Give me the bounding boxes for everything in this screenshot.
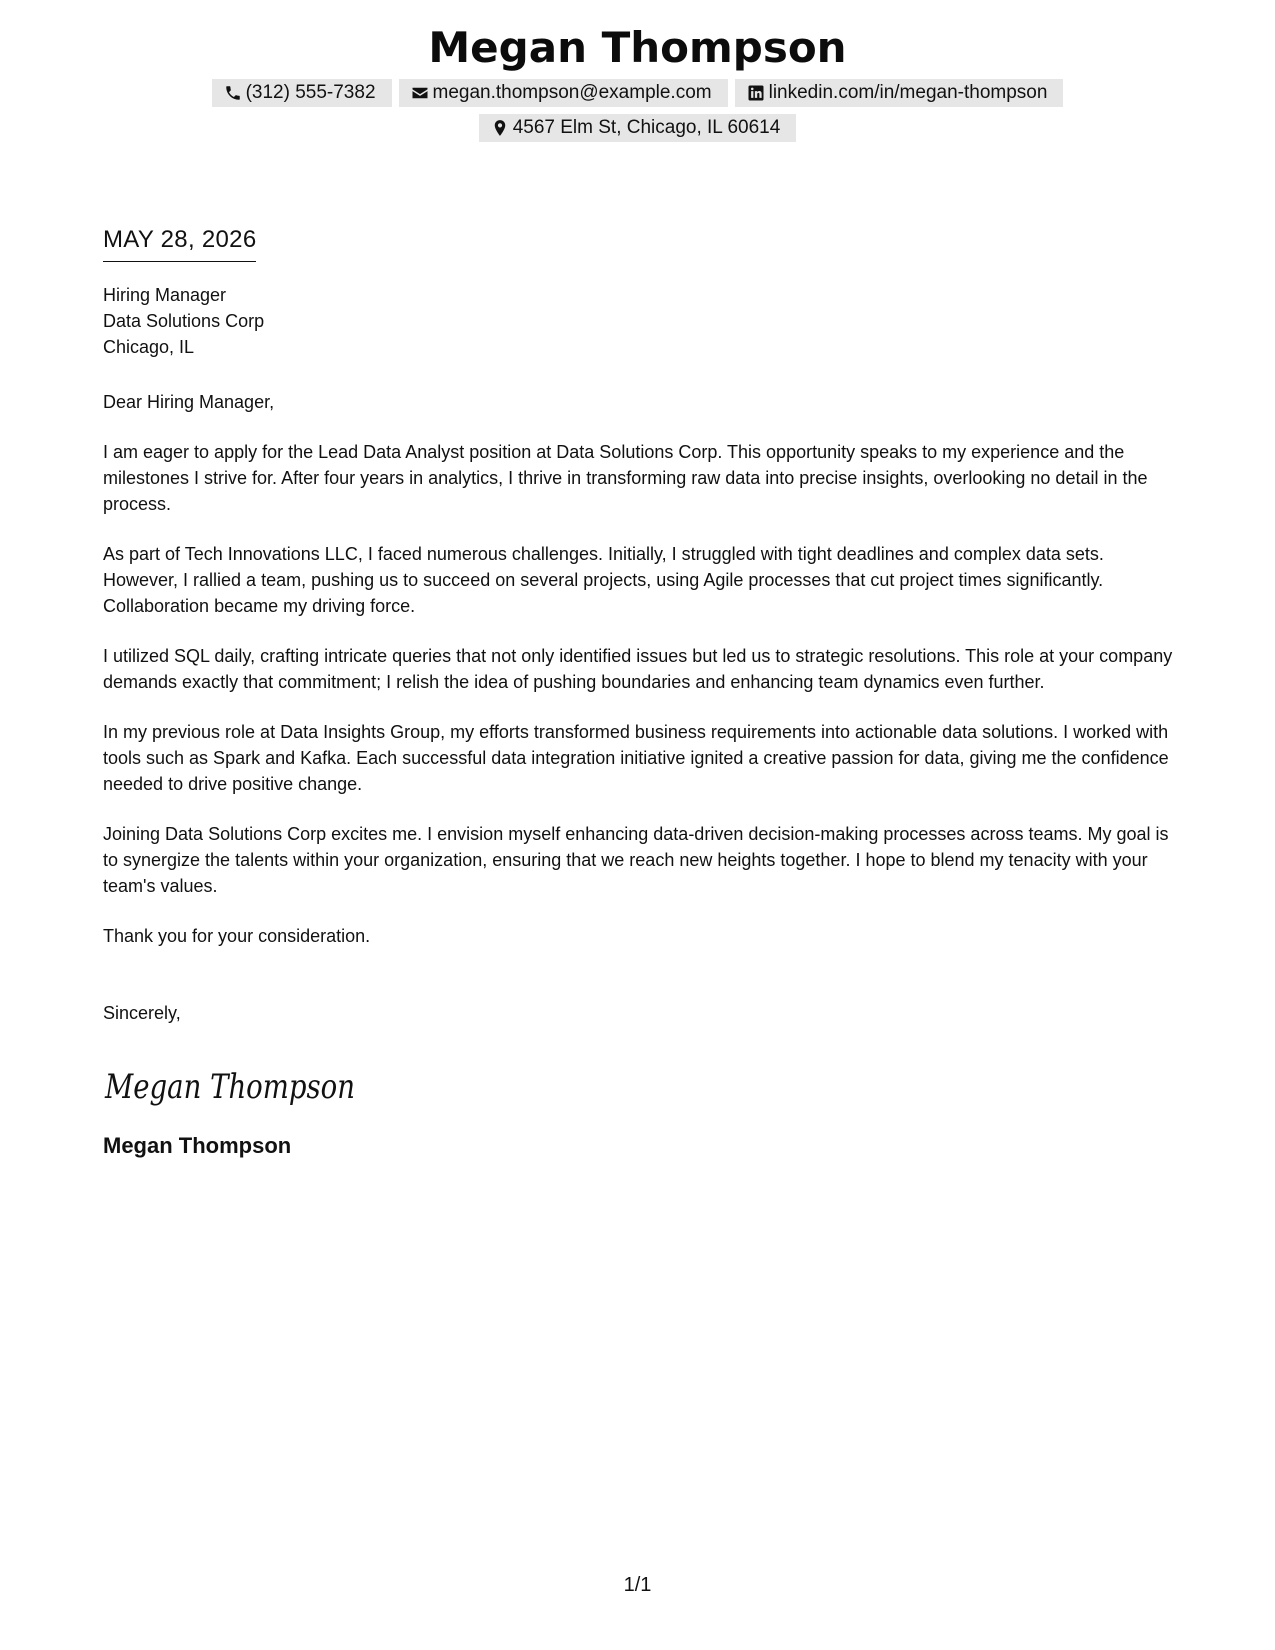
recipient-company: Data Solutions Corp — [103, 311, 265, 331]
phone-text: (312) 555-7382 — [245, 82, 376, 103]
signature-script: Megan Thompson — [104, 1067, 355, 1107]
linkedin-link[interactable]: linkedin.com/in/megan-thompson — [768, 82, 1048, 103]
body-paragraph: I am eager to apply for the Lead Data Analyst position at Data Solutions Corp. This opportunity speaks to my experience and the milestones I strive for. After four years in analytics, I thrive in transforming raw data into precise insights, overlooking no detail in the process. — [103, 442, 1148, 514]
letter-date: MAY 28, 2026 — [103, 225, 256, 262]
body-paragraph: Thank you for your consideration. — [103, 926, 371, 946]
closing: Sincerely, — [103, 1003, 181, 1023]
address-text: 4567 Elm St, Chicago, IL 60614 — [512, 117, 781, 138]
linkedin-chip[interactable] — [735, 79, 1064, 107]
page-number: 1/1 — [623, 1574, 652, 1596]
handwritten-signature — [103, 1060, 373, 1112]
salutation: Dear Hiring Manager, — [103, 392, 275, 412]
body-paragraph: As part of Tech Innovations LLC, I faced numerous challenges. Initially, I struggled with tight deadlines and complex data sets. However, I rallied a team, pushing us to succeed on several projects, using Agile processes that cut project times significantly. Collaboration became my driving force. — [103, 544, 1104, 616]
letter-header — [0, 22, 1275, 142]
address-row — [0, 114, 1275, 142]
signer-name: Megan Thompson — [103, 1133, 292, 1158]
body-paragraph: Joining Data Solutions Corp excites me. I envision myself enhancing data-driven decision-making processes across teams. My goal is to synergize the talents within your organization, ensuring that we reach new heights together. I hope to blend my tenacity with your team's values. — [103, 824, 1169, 896]
applicant-name: Megan Thompson — [428, 23, 847, 72]
map-pin-icon — [491, 119, 509, 137]
body-paragraph: In my previous role at Data Insights Group, my efforts transformed business requirements into actionable data solutions. I worked with tools such as Spark and Kafka. Each successful data integration initiative ignited a creative passion for data, giving me the confidence needed to drive positive change. — [103, 722, 1169, 794]
recipient-location: Chicago, IL — [103, 337, 195, 357]
envelope-icon — [411, 84, 429, 102]
recipient-line: Hiring Manager — [103, 285, 227, 305]
address-chip — [479, 114, 797, 142]
recipient-block — [103, 282, 1183, 360]
email-link[interactable]: megan.thompson@example.com — [432, 82, 712, 103]
body-paragraph: I utilized SQL daily, crafting intricate queries that not only identified issues but led us to strategic resolutions. This role at your company demands exactly that commitment; I relish the idea of pushing boundaries and enhancing team dynamics even further. — [103, 646, 1173, 692]
email-chip[interactable] — [399, 79, 728, 107]
phone-chip — [212, 79, 392, 107]
contact-row — [0, 79, 1275, 107]
phone-icon — [224, 84, 242, 102]
linkedin-icon — [747, 84, 765, 102]
letter-body — [103, 225, 1183, 1160]
